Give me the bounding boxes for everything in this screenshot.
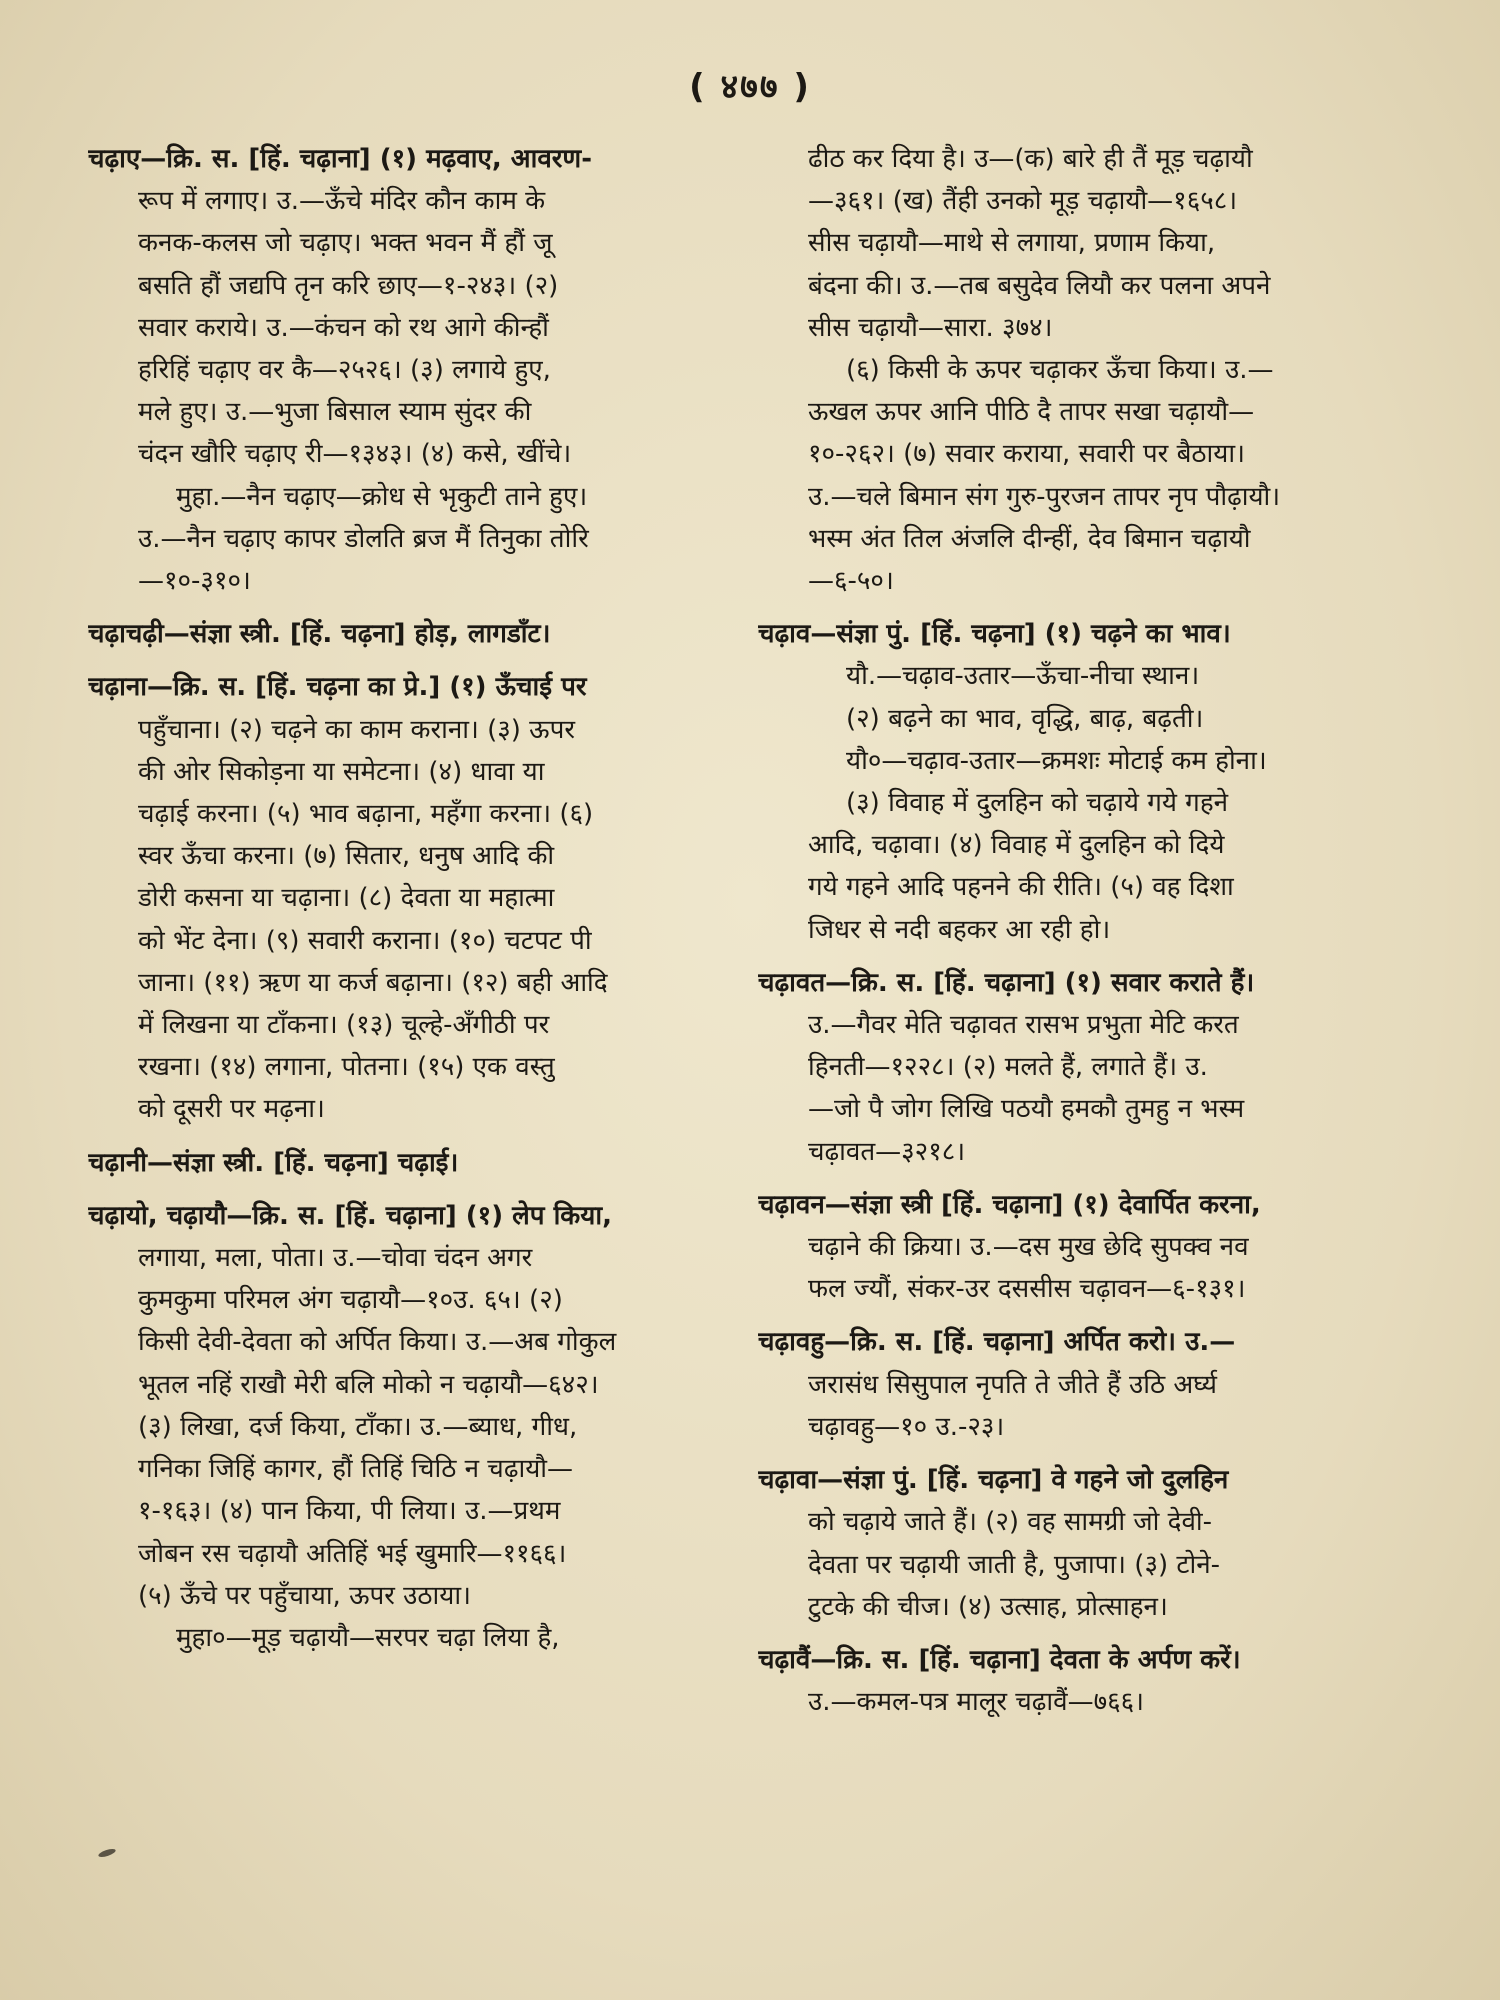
- entry-line: जोबन रस चढ़ायौ अतिहिं भई खुमारि—११६६।: [138, 1538, 567, 1569]
- entry-line: —६-५०।: [808, 566, 894, 597]
- entry-line: बसति हौं जद्यपि तृन करि छाए—१-२४३। (२): [138, 270, 559, 301]
- entry-line: ऊखल ऊपर आनि पीठि दै तापर सखा चढ़ायौ—: [808, 397, 1255, 428]
- entry-headline: चढ़ाए—क्रि. स. [हिं. चढ़ाना] (१) मढ़वाए, आवरण-: [88, 144, 592, 174]
- entry-line: जरासंध सिसुपाल नृपति ते जीते हैं उठि अर्घ्य: [808, 1369, 1217, 1400]
- entry-line: (२) बढ़ने का भाव, वृद्धि, बाढ़, बढ़ती।: [846, 703, 1204, 734]
- entry-line: लगाया, मला, पोता। उ.—चोवा चंदन अगर: [138, 1243, 533, 1274]
- entry-line: में लिखना या टाँकना। (१३) चूल्हे-अँगीठी पर: [138, 1010, 550, 1041]
- dictionary-entry: [758, 1321, 1388, 1448]
- dictionary-entry: [88, 1195, 718, 1659]
- entry-headline: चढ़ावैं—क्रि. स. [हिं. चढ़ाना] देवता के अर्पण करें।: [758, 1644, 1241, 1675]
- dictionary-entry: [758, 1639, 1388, 1723]
- entry-line: मुहा०—मूड़ चढ़ायौ—सरपर चढ़ा लिया है,: [176, 1622, 560, 1653]
- dictionary-entry: [758, 138, 1388, 602]
- entry-line: —जो पै जोग लिखि पठयौ हमकौ तुमहु न भस्म: [808, 1094, 1245, 1125]
- dictionary-entry: [88, 138, 718, 602]
- entry-line: जाना। (११) ऋण या कर्ज बढ़ाना। (१२) बही आदि: [138, 967, 608, 998]
- entry-line: को दूसरी पर मढ़ना।: [138, 1094, 325, 1125]
- left-column: [88, 138, 718, 1670]
- entry-line: हरिहिं चढ़ाए वर कै—२५२६। (३) लगाये हुए,: [138, 355, 551, 386]
- ink-smudge: [98, 1847, 117, 1858]
- entry-line: आदि, चढ़ावा। (४) विवाह में दुलहिन को दिये: [808, 830, 1225, 861]
- entry-line: रूप में लगाए। उ.—ऊँचे मंदिर कौन काम के: [138, 186, 546, 217]
- entry-headline: चढ़ावत—क्रि. स. [हिं. चढ़ाना] (१) सवार कराते हैं।: [758, 967, 1255, 998]
- entry-line: चढ़ाई करना। (५) भाव बढ़ाना, महँगा करना। (६): [138, 799, 594, 830]
- dictionary-entry: [88, 613, 718, 655]
- entry-line: (५) ऊँचे पर पहुँचाया, ऊपर उठाया।: [138, 1580, 471, 1611]
- entry-line: सीस चढ़ायौ—माथे से लगाया, प्रणाम किया,: [808, 228, 1216, 259]
- entry-line: कुमकुमा परिमल अंग चढ़ायौ—१०उ. ६५। (२): [138, 1285, 563, 1316]
- entry-line: (६) किसी के ऊपर चढ़ाकर ऊँचा किया। उ.—: [846, 355, 1274, 386]
- entry-headline: चढ़ावहु—क्रि. स. [हिं. चढ़ाना] अर्पित करो। उ.—: [758, 1327, 1236, 1358]
- entry-line: चढ़ावत—३२१८।: [808, 1136, 966, 1167]
- entry-line: सवार कराये। उ.—कंचन को रथ आगे कीन्हौं: [138, 312, 549, 343]
- entry-line: १०-२६२। (७) सवार कराया, सवारी पर बैठाया।: [808, 439, 1245, 470]
- entry-line: सीस चढ़ायौ—सारा. ३७४।: [808, 312, 1053, 343]
- entry-line: डोरी कसना या चढ़ाना। (८) देवता या महात्मा: [138, 883, 555, 914]
- dictionary-entry: [758, 1184, 1388, 1311]
- dictionary-entry: [88, 1142, 718, 1184]
- right-column: [758, 138, 1388, 1734]
- entry-line: उ.—चले बिमान संग गुरु-पुरजन तापर नृप पौढ़ायौ।: [808, 481, 1281, 512]
- entry-line: भस्म अंत तिल अंजलि दीन्हीं, देव बिमान चढ़ायौ: [808, 523, 1251, 554]
- entry-line: गनिका जिहिं कागर, हौं तिहिं चिठि न चढ़ायौ—: [138, 1454, 574, 1485]
- entry-line: चढ़ावहु—१० उ.-२३।: [808, 1411, 1005, 1442]
- entry-line: १-१६३। (४) पान किया, पी लिया। उ.—प्रथम: [138, 1496, 561, 1527]
- entry-line: उ.—गैवर मेति चढ़ावत रासभ प्रभुता मेटि करत: [808, 1010, 1239, 1041]
- entry-line: बंदना की। उ.—तब बसुदेव लियौ कर पलना अपने: [808, 270, 1271, 301]
- entry-line: हिनती—१२२८। (२) मलते हैं, लगाते हैं। उ.: [808, 1052, 1208, 1083]
- dictionary-entry: [758, 613, 1388, 951]
- entry-headline: चढ़ावा—संज्ञा पुं. [हिं. चढ़ना] वे गहने जो दुलहिन: [758, 1465, 1229, 1496]
- entry-line: फल ज्यौं, संकर-उर दससीस चढ़ावन—६-१३१।: [808, 1274, 1246, 1305]
- entry-line: को चढ़ाये जाते हैं। (२) वह सामग्री जो देवी-: [808, 1507, 1213, 1538]
- entry-line: रखना। (१४) लगाना, पोतना। (१५) एक वस्तु: [138, 1052, 555, 1083]
- entry-headline: चढ़ावन—संज्ञा स्त्री [हिं. चढ़ाना] (१) देवार्पित करना,: [758, 1189, 1261, 1220]
- entry-headline: चढ़ायो, चढ़ायौ—क्रि. स. [हिं. चढ़ाना] (१) लेप किया,: [88, 1200, 612, 1231]
- entry-headline: चढ़ाना—क्रि. स. [हिं. चढ़ना का प्रे.] (१) ऊँचाई पर: [88, 672, 587, 703]
- entry-line: मले हुए। उ.—भुजा बिसाल स्याम सुंदर की: [138, 397, 532, 428]
- entry-line: जिधर से नदी बहकर आ रही हो।: [808, 914, 1111, 945]
- entry-line: मुहा.—नैन चढ़ाए—क्रोध से भृकुटी ताने हुए।: [176, 481, 588, 512]
- entry-line: यौ०—चढ़ाव-उतार—क्रमशः मोटाई कम होना।: [846, 745, 1267, 776]
- entry-headline: चढ़ानी—संज्ञा स्त्री. [हिं. चढ़ना] चढ़ाई।: [88, 1147, 459, 1178]
- entry-line: भूतल नहिं राखौ मेरी बलि मोको न चढ़ायौ—६४२।: [138, 1369, 599, 1400]
- entry-line: टुटके की चीज। (४) उत्साह, प्रोत्साहन।: [808, 1591, 1168, 1622]
- entry-headline: चढ़ाचढ़ी—संज्ञा स्त्री. [हिं. चढ़ना] होड़, लागडाँट।: [88, 619, 551, 650]
- entry-line: —१०-३१०।: [138, 566, 251, 597]
- entry-line: स्वर ऊँचा करना। (७) सितार, धनुष आदि की: [138, 841, 555, 872]
- entry-line: गये गहने आदि पहनने की रीति। (५) वह दिशा: [808, 872, 1234, 903]
- entry-line: कनक-कलस जो चढ़ाए। भक्त भवन मैं हौं जू: [138, 228, 553, 259]
- entry-line: की ओर सिकोड़ना या समेटना। (४) धावा या: [138, 756, 545, 787]
- dictionary-entry: [758, 962, 1388, 1173]
- entry-line: (३) लिखा, दर्ज किया, टाँका। उ.—ब्याध, गीध,: [138, 1411, 578, 1442]
- entry-line: उ.—कमल-पत्र मालूर चढ़ावैं—७६६।: [808, 1687, 1144, 1718]
- dictionary-entry: [758, 1459, 1388, 1628]
- entry-line: यौ.—चढ़ाव-उतार—ऊँचा-नीचा स्थान।: [846, 661, 1200, 692]
- entry-line: उ.—नैन चढ़ाए कापर डोलति ब्रज मैं तिनुका तोरि: [138, 523, 589, 554]
- entry-headline: ढीठ कर दिया है। उ—(क) बारे ही तैं मूड़ चढ़ायौ: [808, 144, 1253, 174]
- entry-line: —३६१। (ख) तैंही उनको मूड़ चढ़ायौ—१६५८।: [808, 186, 1238, 217]
- entry-headline: चढ़ाव—संज्ञा पुं. [हिं. चढ़ना] (१) चढ़ने का भाव।: [758, 619, 1231, 650]
- entry-line: को भेंट देना। (९) सवारी कराना। (१०) चटपट पी: [138, 925, 592, 956]
- entry-line: चढ़ाने की क्रिया। उ.—दस मुख छेदि सुपक्व नव: [808, 1232, 1249, 1263]
- dictionary-entry: [88, 666, 718, 1130]
- entry-line: (३) विवाह में दुलहिन को चढ़ाये गये गहने: [846, 788, 1229, 819]
- entry-line: किसी देवी-देवता को अर्पित किया। उ.—अब गोकुल: [138, 1327, 617, 1358]
- entry-line: चंदन खौरि चढ़ाए री—१३४३। (४) कसे, खींचे।: [138, 439, 572, 470]
- entry-line: देवता पर चढ़ायी जाती है, पुजापा। (३) टोने-: [808, 1549, 1221, 1580]
- entry-line: पहुँचाना। (२) चढ़ने का काम कराना। (३) ऊपर: [138, 714, 575, 745]
- page-number: ( ४७७ ): [689, 67, 811, 107]
